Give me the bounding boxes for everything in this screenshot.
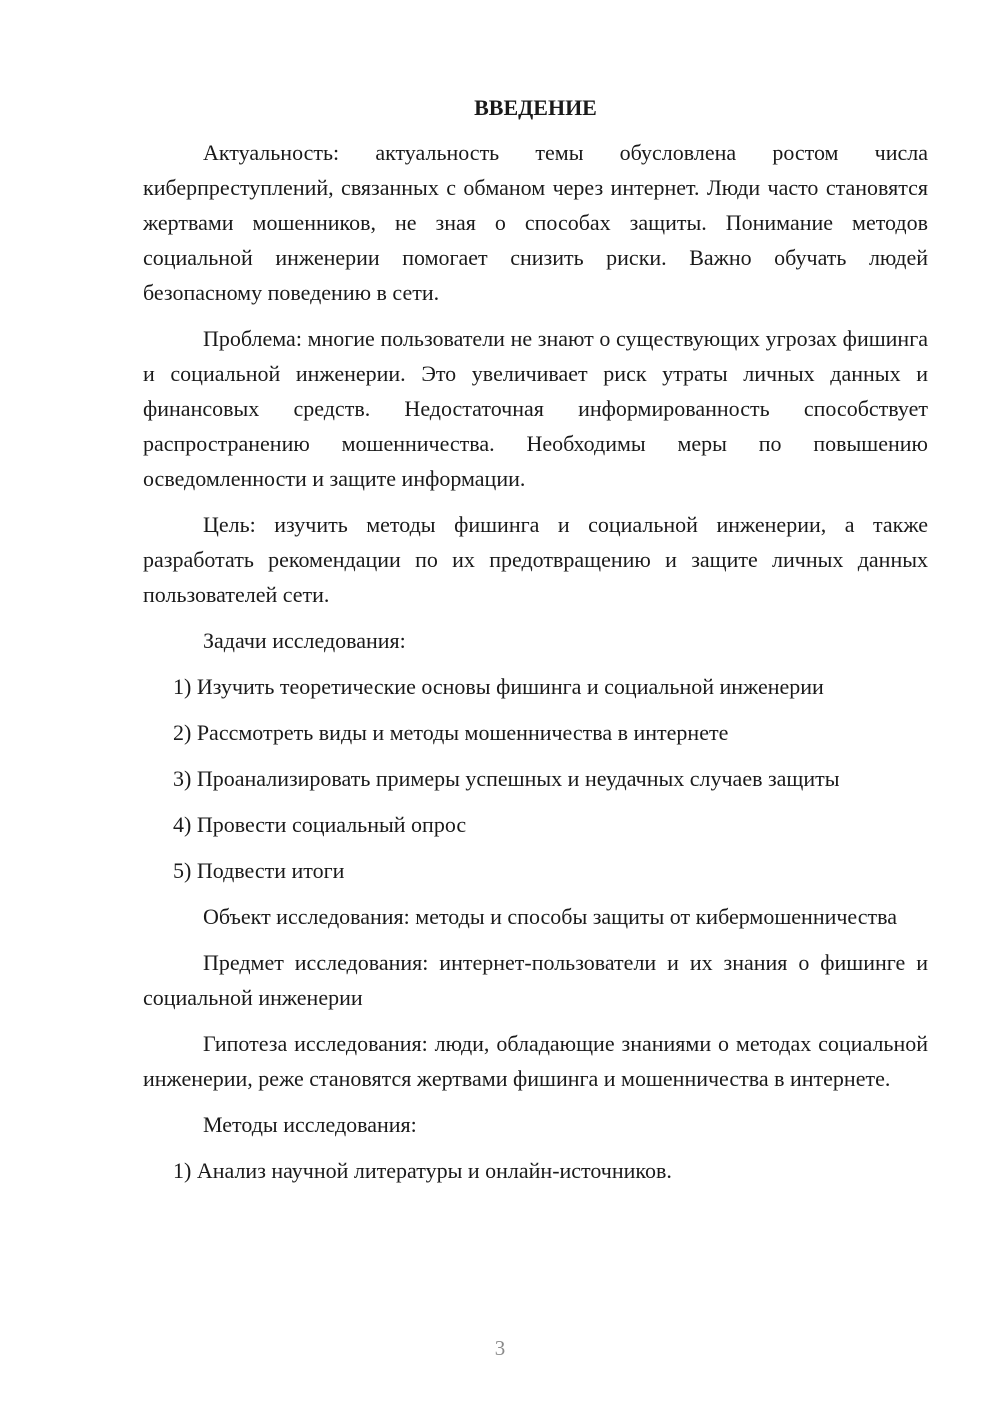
tasks-heading: Задачи исследования: <box>203 628 406 653</box>
paragraph-hypothesis: Гипотеза исследования: люди, обладающие знаниями о методах социальной инженерии, реже становятся жертвами фишинга и мошенничества в интернете. <box>143 1031 928 1091</box>
paragraph-object: Объект исследования: методы и способы защиты от кибермошенничества <box>203 904 897 929</box>
page-body <box>143 90 928 1188</box>
page-title: ВВЕДЕНИЕ <box>474 95 597 120</box>
method-item-1: 1) Анализ научной литературы и онлайн-источников. <box>173 1158 672 1183</box>
task-item-2: 2) Рассмотреть виды и методы мошенничества в интернете <box>173 720 729 745</box>
paragraph-relevance: Актуальность: актуальность темы обусловлена ростом числа киберпреступлений, связанных с обманом через интернет. Люди часто становятся жертвами мошенников, не зная о способах защиты. Понимание методов социальной инженерии помогает снизить риски. Важно обучать людей безопасному поведению в сети. <box>143 140 928 305</box>
task-item-1: 1) Изучить теоретические основы фишинга и социальной инженерии <box>173 674 824 699</box>
task-item-3: 3) Проанализировать примеры успешных и неудачных случаев защиты <box>173 766 840 791</box>
task-item-4: 4) Провести социальный опрос <box>173 812 467 837</box>
page-number: 3 <box>494 1336 506 1360</box>
methods-heading: Методы исследования: <box>203 1112 417 1137</box>
paragraph-goal: Цель: изучить методы фишинга и социальной инженерии, а также разработать рекомендации по их предотвращению и защите личных данных пользователей сети. <box>143 512 928 607</box>
paragraph-problem: Проблема: многие пользователи не знают о существующих угрозах фишинга и социальной инженерии. Это увеличивает риск утраты личных данных и финансовых средств. Недостаточная информированность способствует распространению мошенничества. Необходимы меры по повышению осведомленности и защите информации. <box>143 326 928 491</box>
paragraph-subject: Предмет исследования: интернет-пользователи и их знания о фишинге и социальной инженерии <box>143 950 928 1010</box>
task-item-5: 5) Подвести итоги <box>173 858 345 883</box>
